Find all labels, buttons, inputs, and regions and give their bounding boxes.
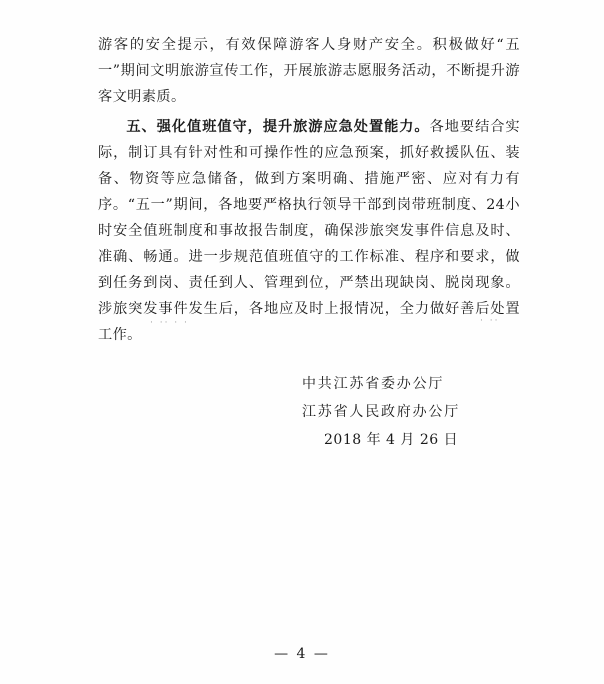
issuing-org-1: 中共江苏省委办公厅 xyxy=(302,376,445,392)
signature-block xyxy=(302,370,482,454)
document-body xyxy=(98,32,520,348)
issuing-org-2: 江苏省人民政府办公厅 xyxy=(302,404,460,420)
paragraph-continuation: 游客的安全提示，有效保障游客人身财产安全。积极做好“五一”期间文明旅游宣传工作，开展旅游志愿服务活动，不断提升游客文明素质。 xyxy=(98,37,520,105)
issue-date: 2018 年 4 月 26 日 xyxy=(324,432,459,448)
section-5-text: 各地要结合实际，制订具有针对性和可操作性的应急预案，抓好救援队伍、装备、物资等应急储备，做到方案明确、措施严密、应对有力有序。“五一”期间，各地要严格执行领导干部到岗带班制度、24小时安全值班制度和事故报告制度，确保涉旅突发事件信息及时、准确、畅通。进一步规范值班值守的工作标准、程序和要求，做到任务到岗、责任到人、管理到位，严禁出现缺岗、脱岗现象。涉旅突发事件发生后，各地应及时上报情况，全力做好善后处置工作。 xyxy=(98,119,520,343)
page-number: — 4 — xyxy=(274,646,330,662)
section-5-heading: 五、强化值班值守，提升旅游应急处置能力。 xyxy=(126,119,430,135)
scan-speckle: · ·· xyxy=(480,316,500,326)
paragraph-section-5 xyxy=(98,114,520,348)
scan-speckle: · ·· · · xyxy=(150,318,189,328)
